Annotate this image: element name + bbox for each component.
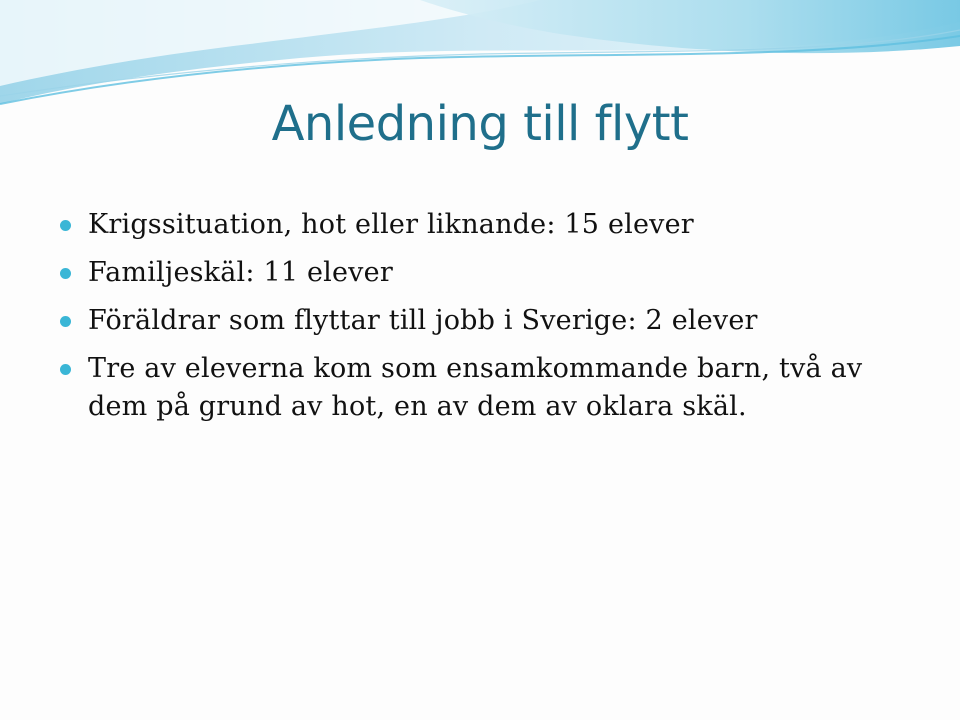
bullet-dot-icon: [60, 268, 71, 279]
slide-title: Anledning till flytt: [271, 96, 689, 152]
list-item: [60, 206, 920, 244]
list-item-text: Tre av eleverna kom som ensamkommande barn, två av dem på grund av hot, en av dem av oklara skäl.: [88, 353, 863, 422]
list-item-text: Familjeskäl: 11 elever: [88, 257, 393, 288]
bullet-dot-icon: [60, 364, 71, 375]
list-item-text: Krigssituation, hot eller liknande: 15 elever: [88, 209, 694, 240]
bullet-dot-icon: [60, 316, 71, 327]
list-item: [60, 302, 920, 340]
list-item: [60, 350, 920, 426]
bullet-dot-icon: [60, 220, 71, 231]
list-item-text: Föräldrar som flyttar till jobb i Sverige: 2 elever: [88, 305, 758, 336]
bullet-list: [60, 206, 920, 436]
list-item: [60, 254, 920, 292]
